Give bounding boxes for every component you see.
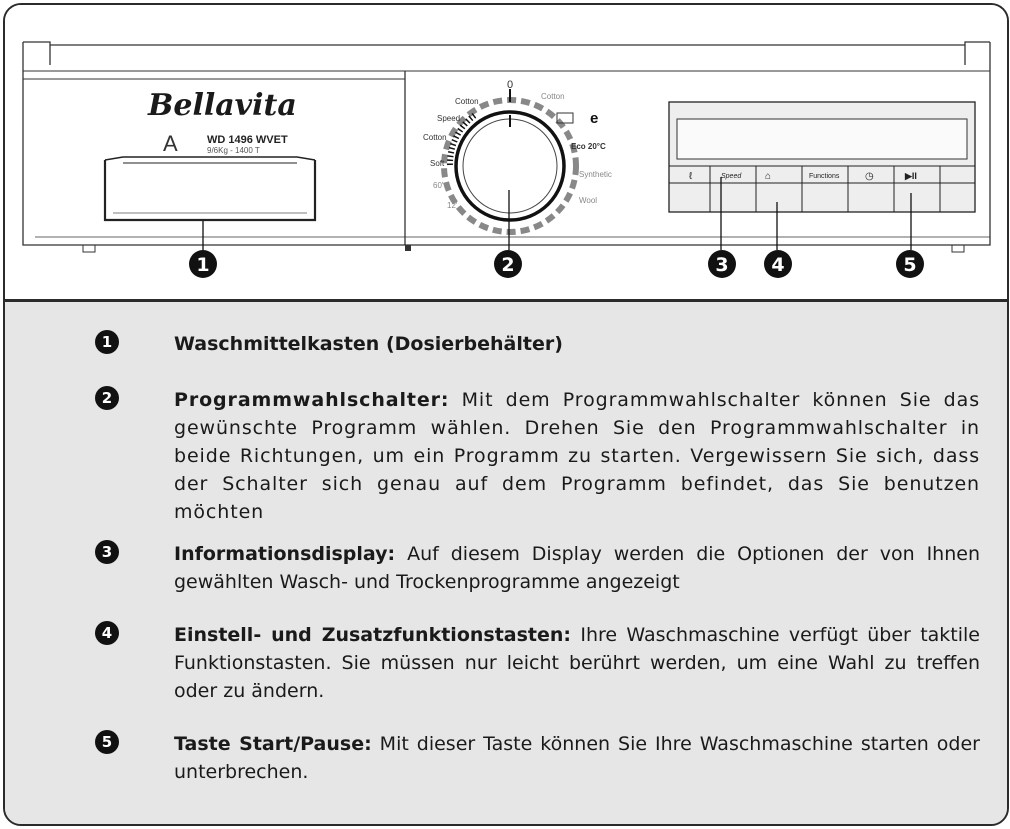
diagram-frame	[3, 3, 1009, 826]
legend-number-3: 3	[95, 540, 119, 564]
foot-right	[952, 245, 964, 252]
legend-text-3	[174, 540, 980, 596]
brand-logo: Bellavita	[148, 88, 297, 123]
functions-button-label: Functions	[809, 173, 840, 180]
detergent-drawer[interactable]	[105, 157, 315, 220]
legend-number-2: 2	[95, 386, 119, 410]
callout-1-number: 1	[196, 254, 210, 276]
legend-text-2	[174, 386, 980, 526]
dial-speed-label: Speed	[437, 114, 461, 123]
dial-cotton-top-label: Cotton	[455, 97, 479, 106]
legend-number-4: 4	[95, 621, 119, 645]
dial-eco-label: Eco 20°C	[571, 142, 606, 151]
callout-2-number: 2	[501, 254, 515, 276]
energy-class: A	[163, 131, 178, 156]
legend-title-4: Einstell- und Zusatzfunktionstasten:	[174, 624, 572, 646]
legend-title-5: Taste Start/Pause:	[174, 733, 372, 755]
legend-body-4: Ihre Waschmaschine verfügt über taktile Funktionstasten. Sie müssen nur leicht berührt werden, um eine Wahl zu treffen oder zu ändern.	[174, 624, 980, 702]
speed-button-label: Speed	[721, 173, 742, 180]
dial-wool-label: Wool	[579, 196, 598, 205]
dial-soft-label: Soft	[430, 159, 445, 168]
dial-twelve-label: 12'	[447, 201, 458, 210]
legend-body-5: Mit dieser Taste können Sie Ihre Waschmaschine starten oder unterbrechen.	[174, 733, 980, 783]
legend-text-5	[174, 730, 980, 786]
callout-5-number: 5	[903, 254, 917, 276]
legend-title-3: Informationsdisplay:	[174, 543, 396, 565]
dial-cotton-eco-label: Cotton	[541, 92, 565, 101]
temperature-icon: ℓ	[689, 171, 693, 182]
model-spec: 9/6Kg - 1400 T	[207, 146, 260, 155]
dial-zero-label: 0	[507, 79, 514, 91]
legend-title-1: Waschmittelkasten (Dosierbehälter)	[174, 333, 563, 355]
foot-left	[83, 245, 95, 252]
legend-number-5: 5	[95, 730, 119, 754]
control-panel-drawing	[5, 5, 1007, 300]
legend-text-1	[174, 330, 980, 358]
dial-sixty-label: 60'	[433, 181, 444, 190]
foot-mid	[405, 245, 411, 251]
legend-panel	[5, 302, 1007, 824]
control-panel	[5, 5, 1007, 300]
model-name: WD 1496 WVET	[207, 134, 288, 146]
dial-synthetic-label: Synthetic	[579, 170, 612, 179]
legend-body-3: Auf diesem Display werden die Optionen der von Ihnen gewählten Wasch- und Trockenprogramme angezeigt	[174, 543, 980, 593]
information-display	[669, 102, 975, 212]
program-dial[interactable]	[444, 89, 576, 232]
legend-body-2: Mit dem Programmwahlschalter können Sie das gewünschte Programm wählen. Drehen Sie den Programmwahlschalter in beide Richtungen, um ein Programm zu starten. Vergewissern Sie sich, dass der Schalter sich genau auf dem Programm befindet, das Sie benutzen möchten	[174, 389, 980, 523]
shirt-icon: ⌂	[765, 171, 772, 182]
start-pause-label: ▶II	[905, 171, 917, 181]
timer-icon: ◷	[865, 171, 874, 182]
dial-cotton-left-label: Cotton	[423, 133, 447, 142]
legend-title-2: Programmwahlschalter:	[174, 389, 450, 411]
legend-text-4	[174, 621, 980, 705]
dial-e-label: e	[590, 110, 599, 127]
callout-3-number: 3	[715, 254, 729, 276]
legend-number-1: 1	[95, 330, 119, 354]
callout-4-number: 4	[771, 254, 785, 276]
